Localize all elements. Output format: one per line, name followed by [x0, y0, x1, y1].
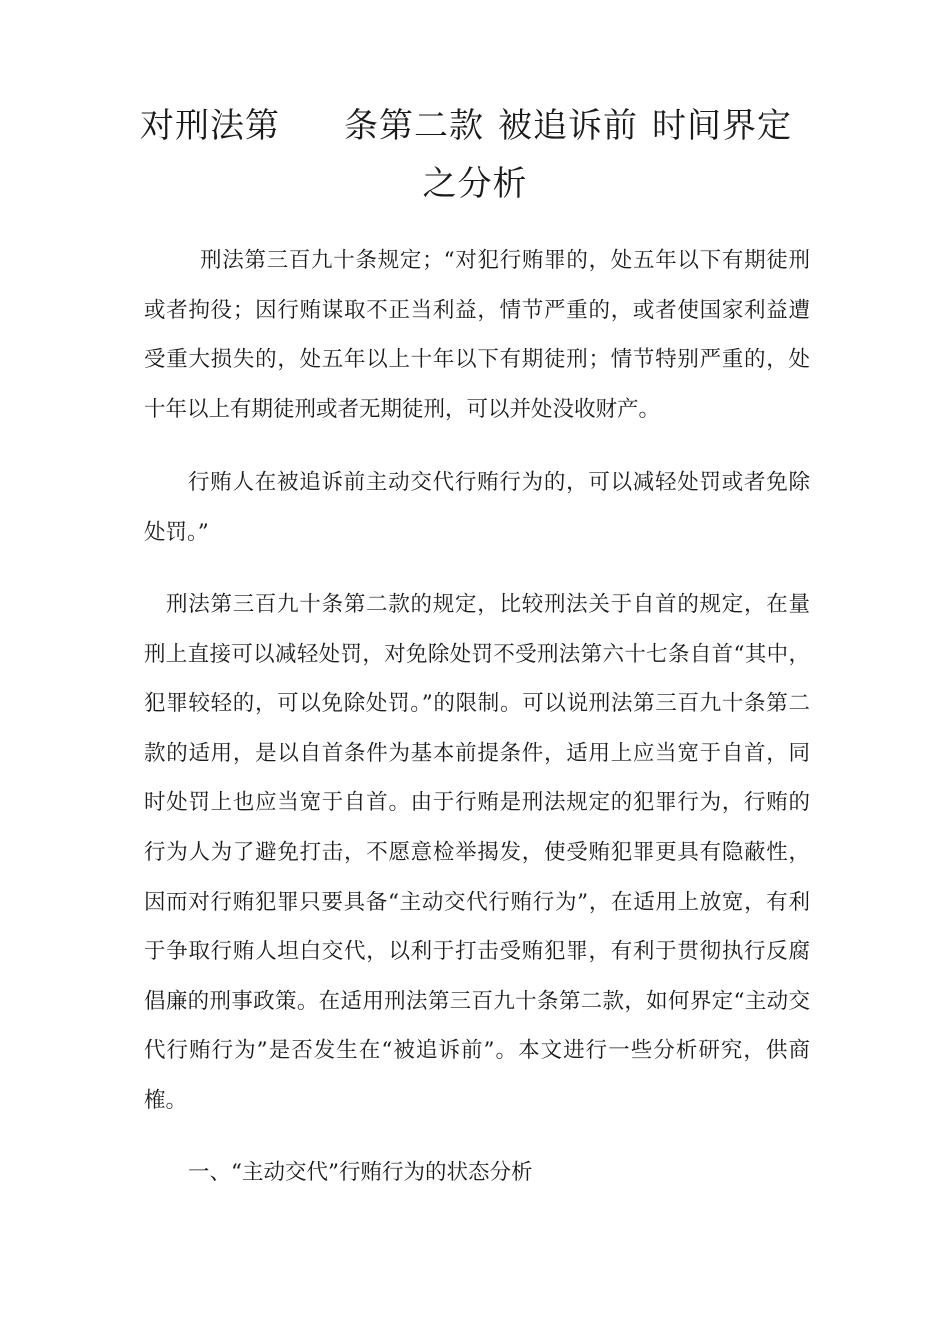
- paragraph-statute-clause-1: 刑法第三百九十条规定；“对犯行贿罪的，处五年以下有期徒刑或者拘役；因行贿谋取不正当利益，情节严重的，或者使国家利益遭受重大损失的，处五年以上十年以下有期徒刑；情节特别严重的，处十年以上有期徒刑或者无期徒刑，可以并处没收财产。: [144, 248, 810, 422]
- document-title-line-1: [140, 97, 810, 155]
- title-part-2: 条第二款: [344, 106, 484, 146]
- paragraph-analysis-intro: 刑法第三百九十条第二款的规定，比较刑法关于自首的规定，在量刑上直接可以减轻处罚，对免除处罚不受刑法第六十七条自首“其中，犯罪较轻的，可以免除处罚。”的限制。可以说刑法第三百九十条第二款的适用，是以自首条件为基本前提条件，适用上应当宽于自首，同时处罚上也应当宽于自首。由于行贿是刑法规定的犯罪行为，行贿的行为人为了避免打击，不愿意检举揭发，使受贿犯罪更具有隐蔽性，因而对行贿犯罪只要具备“主动交代行贿行为”，在适用上放宽，有利于争取行贿人坦白交代，以利于打击受贿犯罪，有利于贯彻执行反腐倡廉的刑事政策。在适用刑法第三百九十条第二款，如何界定“主动交代行贿行为”是否发生在“被追诉前”。本文进行一些分析研究，供商榷。: [144, 592, 810, 1113]
- title-part-1: 对刑法第: [140, 106, 280, 146]
- paragraph-statute-clause-2: 行贿人在被追诉前主动交代行贿行为的，可以减轻处罚或者免除处罚。”: [144, 470, 810, 545]
- document-title-line-2: 之分析: [422, 164, 528, 204]
- section-heading: 一、“主动交代”行贿行为的状态分析: [188, 1160, 533, 1185]
- title-part-4: 时间界定: [652, 106, 792, 146]
- title-part-3: 被追诉前: [498, 106, 638, 146]
